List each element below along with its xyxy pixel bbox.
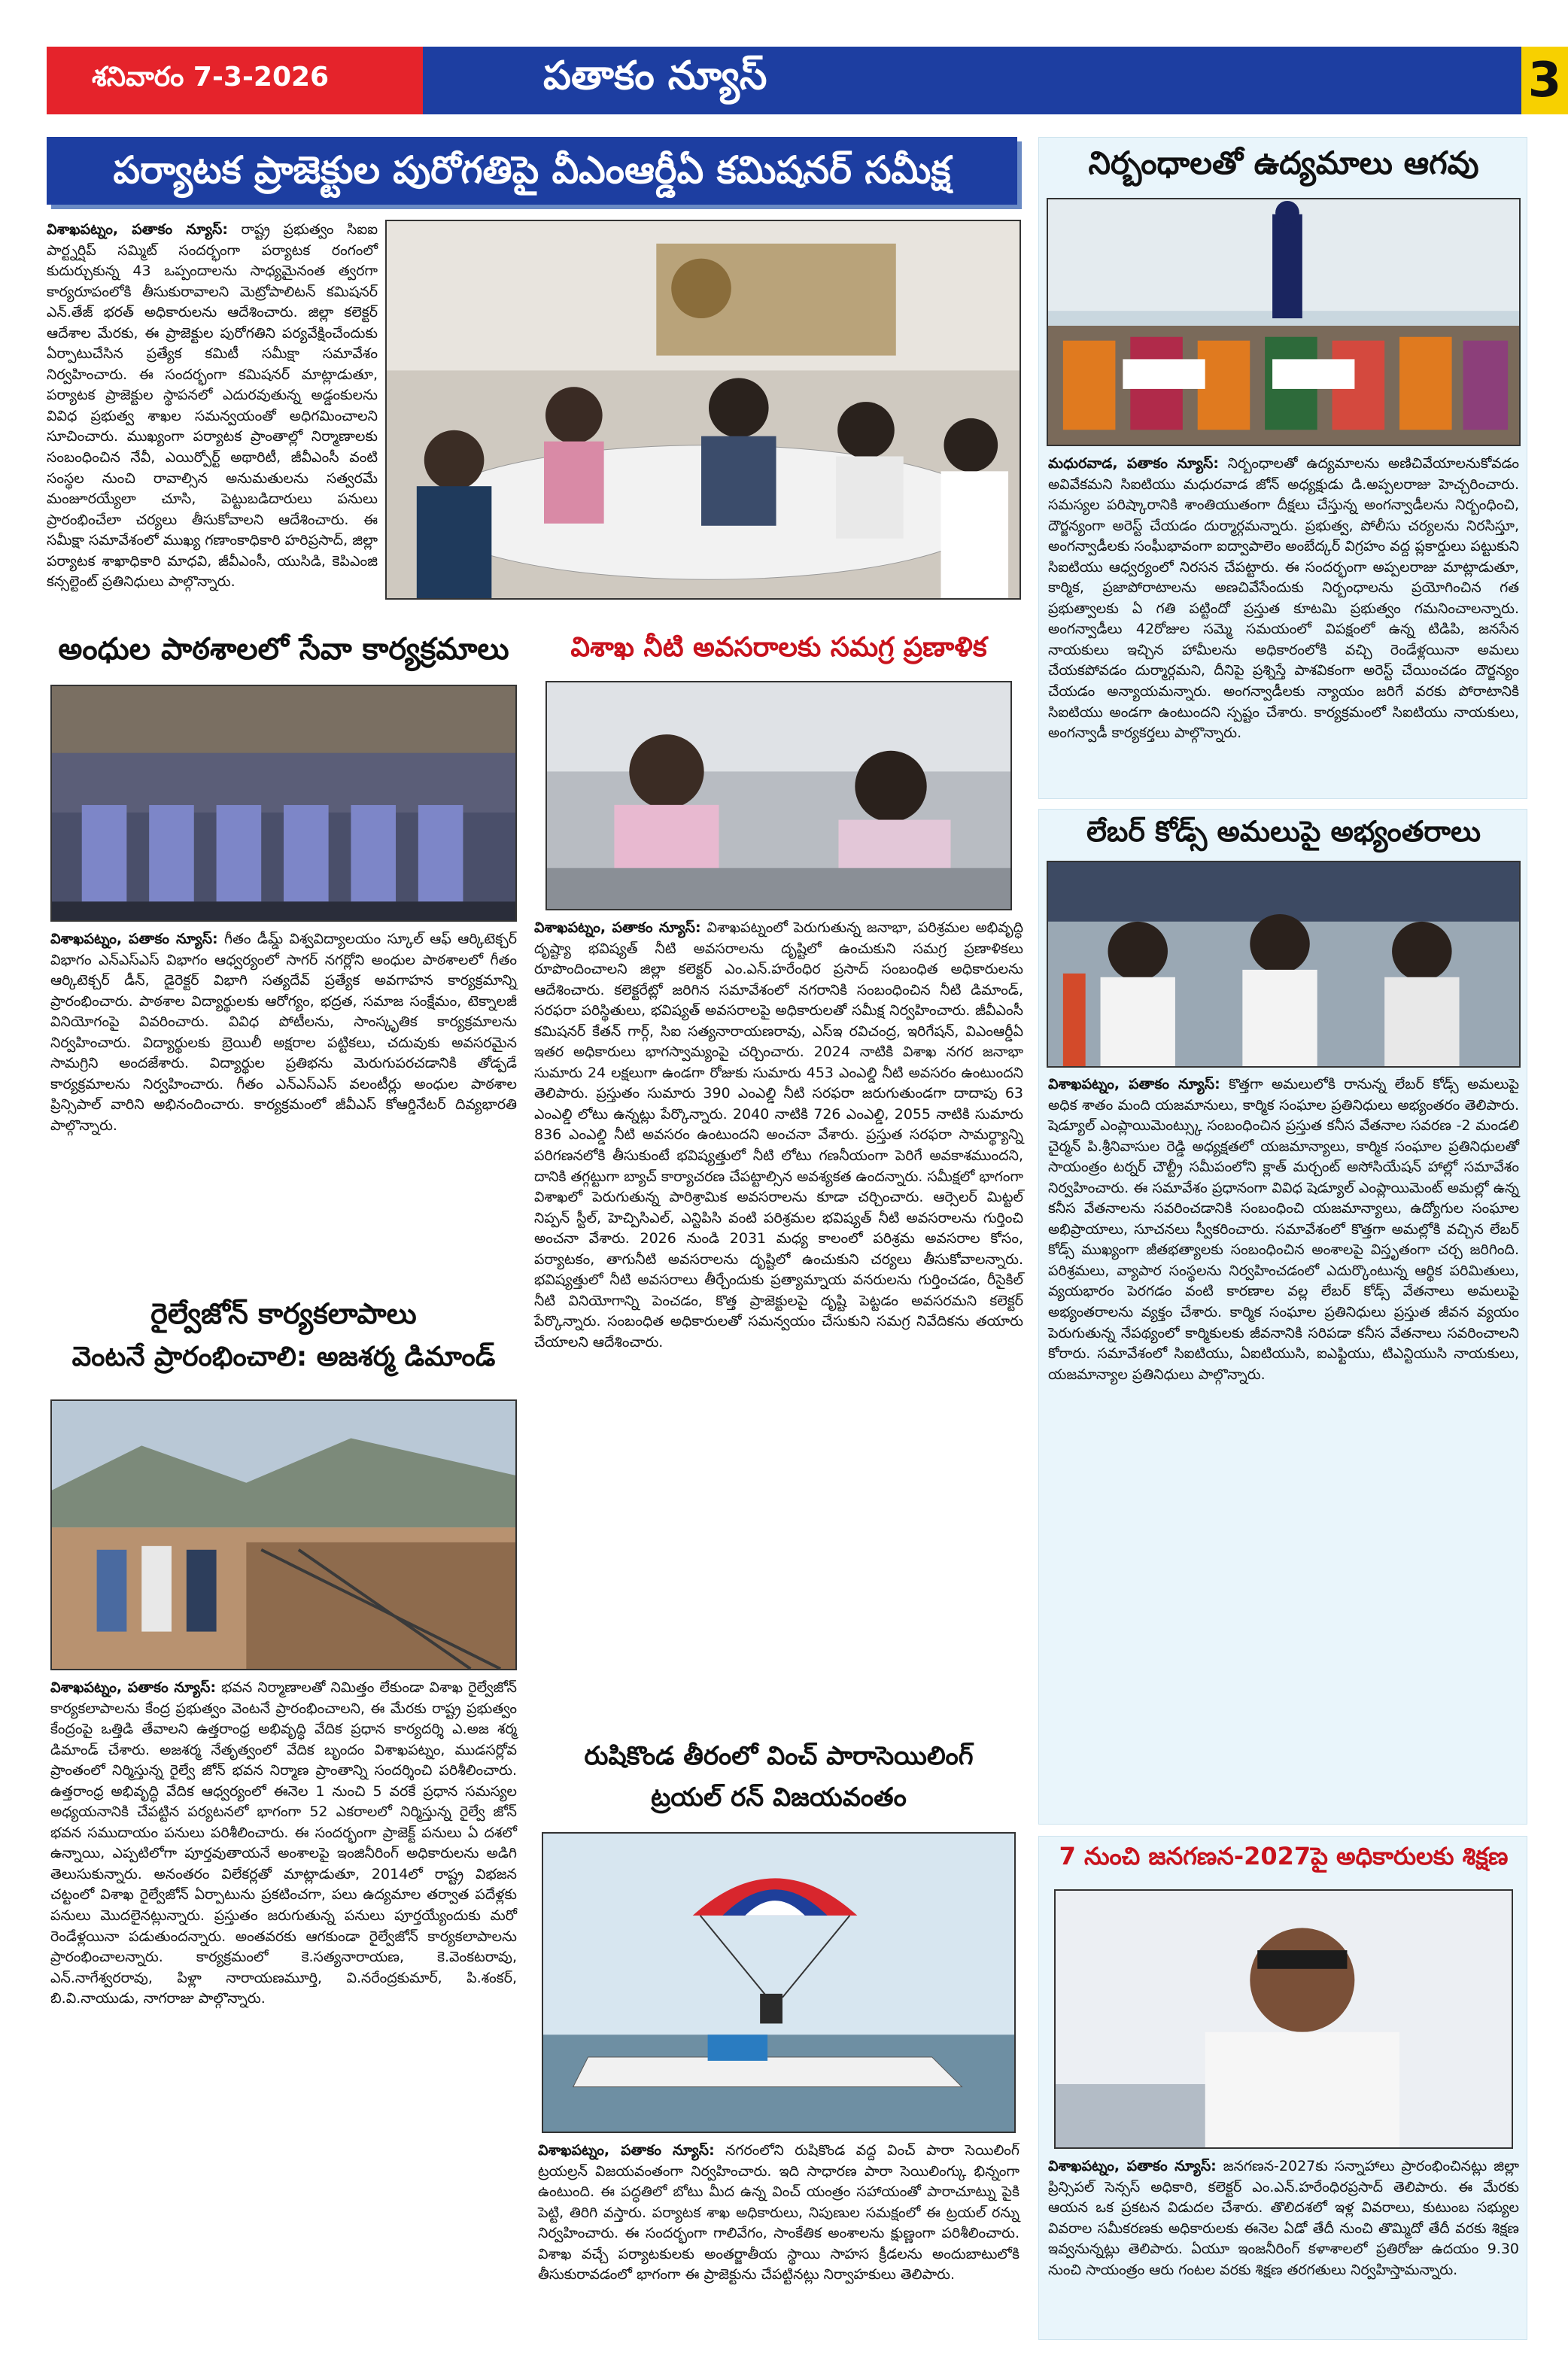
body-blind-school <box>50 929 517 1290</box>
headline-parasailing-line2: ట్రయల్ రన్ విజయవంతం <box>651 1782 907 1813</box>
byline-agitation: మధురవాడ, పతాకం న్యూస్: <box>1048 455 1219 472</box>
text-parasailing: నగరంలోని రుషికొండ వద్ద వించ్ పారా సెయిలింగ్ ట్రయల్రన్ విజయవంతంగా నిర్వహించారు. ఇది సాధారణ పారా సెయిలింగ్కు భిన్నంగా ఉంటుంది. ఈ పద్ధతిలో బోటు మీద ఉన్న వించ్ యంత్రం సహాయంతో పారాచూట్ను పైకి పెట్టి, తిరిగి వస్తారు. పర్యాటక శాఖ అధికారులు, నిపుణుల సమక్షంలో ఈ ట్రయల్ రన్ను నిర్వహించారు. ఈ సందర్భంగా గాలివేగం, సాంకేతిక అంశాలను క్షుణ్ణంగా పరిశీలించారు. విశాఖ వచ్చే పర్యాటకులకు అంతర్జాతీయ స్థాయి సాహస క్రీడలను అందుబాటులోకి తీసుకురావడంలో భాగంగా ఈ ప్రాజెక్టును చేపట్టినట్లు నిర్వాహకులు తెలిపారు. <box>538 2142 1020 2284</box>
photo-tourism-meeting <box>385 220 1021 600</box>
text-labour: కొత్తగా అమలులోకి రానున్న లేబర్ కోడ్స్ అమలుపై అధిక శాతం మంది యజమానులు, కార్మిక సంఘాల ప్రతినిధులు అభ్యంతరం తెలిపారు. షెడ్యూల్ ఎంప్లాయిమెంట్స్కు సంబంధించిన ప్రస్తుత కనీస వేతనాల సవరణ -2 మండలి చైర్మన్ పి.శ్రీనివాసుల రెడ్డి అధ్యక్షతలో యజమాన్యాలు, కార్మిక సంఘాల ప్రతినిధులతో సాయంత్రం టర్నర్ చౌల్ట్రీ సమీపంలోని క్లాత్ మర్చంట్ అసోసియేషన్ హాల్లో సమావేశం నిర్వహించారు. ఈ సమావేశం ప్రధానంగా వివిధ షెడ్యూల్ ఎంప్లాయిమెంట్ అమల్లో ఉన్న కనీస వేతనాలను సవరించడానికి సంబంధించి యజమాన్యాలు, ఉద్యోగుల సంఘాల అభిప్రాయాలు, సూచనలు స్వీకరించారు. సమావేశంలో కొత్తగా అమల్లోకి వచ్చిన లేబర్ కోడ్స్ ముఖ్యంగా జీతభత్యాలకు సంబంధించిన అంశాలపై విస్తృతంగా చర్చ జరిగింది. పరిశ్రమలు, వ్యాపార సంస్థలను నిర్వహించడంలో ఎదుర్కొంటున్న ఆర్థిక పరిమితులు, వ్యయభారం పెరగడం వంటి కారణాల వల్ల లేబర్ కోడ్స్ వేతనాలు అమలుపై అభ్యంతరాలను వ్యక్తం చేశారు. కార్మిక సంఘాల ప్రతినిధులు ప్రస్తుత జీవన వ్యయం పెరుగుతున్న నేపథ్యంలో కార్మికులకు జీవనానికి సరిపడా కనీస వేతనాలు సవరించాలని కోరారు. సమావేశంలో సిఐటియు, ఏఐటియుసి, ఐఎఫ్టియు, టిఎన్టియుసి నాయకులు, యజమాన్యాల ప్రతినిధులు పాల్గొన్నారు. <box>1048 1076 1520 1383</box>
body-water <box>534 918 1023 1727</box>
text-railway: భవన నిర్మాణాలతో నిమిత్తం లేకుండా విశాఖ రైల్వేజోన్ కార్యకలాపాలను కేంద్ర ప్రభుత్వం వెంటనే ప్రారంభించాలని, ఈ మేరకు రాష్ట్ర ప్రభుత్వం కేంద్రంపై ఒత్తిడి తేవాలని ఉత్తరాంధ్ర అభివృద్ధి వేదిక ప్రధాన కార్యదర్శి ఎ.అజ శర్మ డిమాండ్ చేశారు. అజశర్మ నేతృత్వంలో వేదిక బృందం విశాఖపట్నం, ముడసర్లోవ ప్రాంతంలో నిర్మిస్తున్న రైల్వే జోన్ భవన నిర్మాణ ప్రాంతాన్ని సందర్శించి పరిశీలించారు. ఉత్తరాంధ్ర అభివృద్ధి వేదిక ఆధ్వర్యంలో ఈనెల 1 నుంచి 5 వరకే ప్రధాన సమస్యల అధ్యయనానికి చేపట్టిన పర్యటనలో భాగంగా 52 ఎకరాలలో నిర్మిస్తున్న రైల్వే జోన్ భవన సముదాయం పనులు పరిశీలించారు. ఈ సందర్భంగా ప్రాజెక్ట్ పనులు ఏ దశలో ఉన్నాయి, ఎప్పటిలోగా పూర్తవుతాయనే అంశాలపై ఇంజినీరింగ్ అధికారులను అడిగి తెలుసుకున్నారు. అనంతరం విలేకర్లతో మాట్లాడుతూ, 2014లో రాష్ట్ర విభజన చట్టంలో విశాఖ రైల్వేజోన్ ఏర్పాటును ప్రకటించగా, పలు ఉద్యమాల తర్వాత పదేళ్లకు పనులు మొదలైనట్లున్నారు. ప్రస్తుతం జరుగుతున్న పనులు పూర్తయ్యేందుకు మరో రెండేళ్లయినా పడుతుందన్నారు. అంతవరకు ఆగకుండా రైల్వేజోన్ కార్యకలాపాలను ప్రారంభించాలన్నారు. కార్యక్రమంలో కె.సత్యనారాయణ, కె.వెంకటరావు, ఎన్.నాగేశ్వరరావు, పిళ్లా నారాయణమూర్తి, వి.నరేంద్రకుమార్, పి.శంకర్, బి.వి.నాయుడు, నాగరాజు పాల్గొన్నారు. <box>50 1679 518 2007</box>
article-parasailing <box>530 1742 1027 2340</box>
body-census <box>1048 2156 1519 2337</box>
photo-railway-site <box>50 1399 517 1670</box>
article-tourism <box>47 137 1025 603</box>
headline-census: 7 నుంచి జనగణన-2027పై అధికారులకు శిక్షణ <box>1059 1842 1509 1870</box>
photo-blind-school <box>50 685 517 922</box>
text-water: విశాఖపట్నంలో పెరుగుతున్న జనాభా, పరిశ్రమల అభివృద్ధి దృష్ట్యా భవిష్యత్ నీటి అవసరాలను దృష్టిలో ఉంచుకుని సమగ్ర ప్రణాళికలు రూపొందించాలని జిల్లా కలెక్టర్ ఎం.ఎన్.హరేంధిర ప్రసాద్ సంబంధిత అధికారులను ఆదేశించారు. కలెక్టరేట్లో జరిగిన సమావేశంలో నగరానికి సంబంధించిన నీటి డిమాండ్, సరఫరా పరిస్థితులు, భవిష్యత్ అవసరాలపై అధికారులతో సమీక్ష నిర్వహించారు. జీవీఎంసీ కమిషనర్ కేతన్ గార్గ్, సిఐ సత్యనారాయణరావు, ఎస్ఇ రవిచంద్ర, ఇరిగేషన్, విఎంఆర్డీఏ ఇతర అధికారులు భాగస్వామ్యంపై చర్చించారు. 2024 నాటికి విశాఖ నగర జనాభా సుమారు 24 లక్షలుగా ఉండగా రోజుకు సుమారు 453 ఎంఎల్డి నీటి అవసరం ఉంటుందని తెలిపారు. ప్రస్తుతం సుమారు 390 ఎంఎల్డి నీటి సరఫరా జరుగుతుండగా దాదాపు 63 ఎంఎల్డి లోటు ఉన్నట్లు పేర్కొన్నారు. 2040 నాటికి 726 ఎంఎల్డి, 2055 నాటికి సుమారు 836 ఎంఎల్డి నీటి అవసరం ఉంటుందని అంచనా వేశారు. ప్రస్తుత సరఫరా సామర్థ్యాన్ని పరిగణనలోకి తీసుకుంటే భవిష్యత్తులో నీటి లోటు గణనీయంగా పెరిగే అవకాశముందని, దానికి తగ్గట్టుగా బ్యాచ్ కార్యాచరణ చేపట్టాల్సిన అవశ్యకత ఉందన్నారు. సమీక్షలో భాగంగా విశాఖలో పెరుగుతున్న పారిశ్రామిక అవసరాలను కూడా చర్చించారు. ఆర్సెలర్ మిట్టల్ నిప్పన్ స్టీల్, హెచ్పిసిఎల్, ఎన్టిపిసి వంటి పరిశ్రమల భవిష్యత్ నీటి అవసరాలను గుర్తించి అంచనా వేశారు. 2026 నుండి 2031 మధ్య కాలంలో పరిశ్రమ అవసరాల కోసం, పర్యాటకం, తాగునీటి అవసరాలను దృష్టిలో ఉంచుకుని చర్యలు తీసుకోవాలన్నారు. భవిష్యత్తులో నీటి అవసరాలు తీర్చేందుకు ప్రత్యామ్నాయ వనరులను గుర్తించడం, రీసైకిల్ నీటి వినియోగాన్ని పెంచడం, కొత్త ప్రాజెక్టులపై దృష్టి పెట్టడం అవసరమని కలెక్టర్ పేర్కొన్నారు. సంబంధిత అధికారులతో సమన్వయం చేసుకుని సమగ్ర నివేదికను తయారు చేయాలని ఆదేశించారు. <box>534 919 1023 1351</box>
text-tourism: రాష్ట్ర ప్రభుత్వం సిఐఐ పార్ట్నర్షిప్ సమ్మిట్ సందర్భంగా పర్యాటక రంగంలో కుదుర్చుకున్న 43 ఒప్పందాలను సాధ్యమైనంత త్వరగా కార్యరూపంలోకి తీసుకురావాలని మెట్రోపాలిటన్ కమిషనర్ ఎన్.తేజ్ భరత్ అధికారులను ఆదేశించారు. జిల్లా కలెక్టర్ ఆదేశాల మేరకు, ఈ ప్రాజెక్టుల పురోగతిని పర్యవేక్షించేందుకు ఏర్పాటుచేసిన ప్రత్యేక కమిటీ సమీక్షా సమావేశం నిర్వహించారు. ఈ సందర్భంగా కమిషనర్ మాట్లాడుతూ, పర్యాటక ప్రాజెక్టుల స్థాపనలో ఎదురవుతున్న అడ్డంకులను వివిధ ప్రభుత్వ శాఖల సమన్వయంతో అధిగమించాలని సూచించారు. ముఖ్యంగా పర్యాటక ప్రాంతాల్లో నిర్మాణాలకు సంబంధించిన నేవీ, ఎయిర్పోర్ట్ అథారిటీ, జీవీఎంసీ వంటి సంస్థల నుంచి రావాల్సిన అనుమతులను సత్వరమే మంజూరయ్యేలా చూసి, పెట్టుబడిదారులు పనులు ప్రారంభించేలా చర్యలు తీసుకోవాలని ఆదేశించారు. ఈ సమీక్షా సమావేశంలో ముఖ్య గణాంకాధికారి హరిప్రసాద్, జిల్లా పర్యాటక శాఖాధికారి మాధవి, జీవీఎంసీ, యుసిడి, కెపిఎంజి కన్సల్టెంట్ ప్రతినిధులు పాల్గొన్నారు. <box>47 221 378 591</box>
byline-census: విశాఖపట్నం, పతాకం న్యూస్: <box>1048 2158 1217 2174</box>
byline-labour: విశాఖపట్నం, పతాకం న్యూస్: <box>1048 1076 1220 1092</box>
masthead <box>47 47 1562 114</box>
headline-tourism: పర్యాటక ప్రాజెక్టుల పురోగతిపై వీఎంఆర్డీఏ కమిషనర్ సమీక్ష <box>47 137 1017 205</box>
article-blind-school <box>47 624 521 1294</box>
byline-water: విశాఖపట్నం, పతాకం న్యూస్: <box>534 919 701 936</box>
photo-labour-meeting <box>1047 861 1521 1068</box>
text-agitation: నిర్బంధాలతో ఉద్యమాలను అణిచివేయాలనుకోవడం అవివేకమని సిఐటియు మధురవాడ జోన్ అధ్యక్షుడు డి.అప్పలరాజు హెచ్చరించారు. సమస్యల పరిష్కారానికి శాంతియుతంగా దీక్షలు చేస్తున్న అంగన్వాడీలను నిర్బంధించి, దౌర్జన్యంగా అరెస్ట్ చేయడం దుర్మార్గమన్నారు. ప్రభుత్వ, పోలీసు చర్యలను నిరసిస్తూ, అంగన్వాడీలకు సంఘీభావంగా ఐద్వాపాలెం అంబేద్కర్ విగ్రహం వద్ద ప్లకార్డులు పట్టుకుని సిఐటియు ఆధ్వర్యంలో నిరసన చేపట్టారు. ఈ సందర్భంగా అప్పలరాజు మాట్లాడుతూ, కార్మిక, ప్రజాపోరాటాలను అణచివేసేందుకు నిర్బంధాలను ప్రయోగించిన గత ప్రభుత్వాలకు ఏ గతి పట్టిందో ప్రస్తుత కూటమి ప్రభుత్వం గమనించాలన్నారు. అంగన్వాడీలు 42రోజుల సమ్మె సమయంలో విపక్షంలో ఉన్న టిడిపి, జనసేన నాయకులు ఇచ్చిన హామీలను అధికారంలోకి వచ్చి రెండేళ్లయినా అమలు చేయకపోవడం దుర్మార్గమని, దీనిపై ప్రశ్నిస్తే పాశవికంగా అరెస్ట్ చేయించడం దౌర్జన్యం చేయడం అన్యాయమన్నారు. అంగన్వాడీలకు న్యాయం జరిగే వరకు పోరాటానికి సిఐటియు అండగా ఉంటుందని స్పష్టం చేశారు. కార్యక్రమంలో సిఐటియు నాయకులు, అంగన్వాడీ కార్యకర్తలు పాల్గొన్నారు. <box>1048 455 1519 742</box>
masthead-date: శనివారం 7-3-2026 <box>47 47 423 114</box>
body-railway <box>50 1678 517 2336</box>
text-blind-school: గీతం డీమ్డ్ విశ్వవిద్యాలయం స్కూల్ ఆఫ్ ఆర్కిటెక్చర్ విభాగం ఎన్ఎస్ఎస్ విభాగం ఆధ్వర్యంలో సాగర్ నగర్లోని అంధుల పాఠశాలలో గీతం ఆర్కిటెక్చర్ డీన్, డైరెక్టర్ విభాగి సత్యదేవ్ ప్రత్యేక అవగాహన కార్యక్రమాన్ని ప్రారంభించారు. పాఠశాల విద్యార్థులకు ఆరోగ్యం, భద్రత, సమాజ సంక్షేమం, టెక్నాలజీ వినియోగంపై వివరించారు. వివిధ పోటీలను, సాంస్కృతిక కార్యక్రమాలను నిర్వహించారు. విద్యార్థులకు బ్రెయిలీ అక్షరాల పట్టికలు, చదువుకు అవసరమైన సామగ్రిని అందజేశారు. విద్యార్థుల ప్రతిభను మెరుగుపరచడానికి తోడ్పడే కార్యక్రమాలను నిర్వహించారు. గీతం ఎన్ఎస్ఎస్ వలంటీర్లు అంధుల పాఠశాల ప్రిన్సిపాల్ వారిని అభినందించారు. కార్యక్రమంలో జీవీఎస్ కోఆర్డినేటర్ దివ్యభారతి పాల్గొన్నారు. <box>50 931 518 1134</box>
byline-railway: విశాఖపట్నం, పతాకం న్యూస్: <box>50 1679 217 1696</box>
article-census <box>1038 1836 1527 2340</box>
headline-railway-line1: రైల్వేజోన్ కార్యకలాపాలు <box>150 1297 417 1330</box>
masthead-title: పతాకం న్యూస్ <box>423 47 1521 114</box>
article-water <box>530 624 1027 1731</box>
photo-parasailing <box>542 1832 1016 2133</box>
body-labour <box>1048 1074 1519 1819</box>
headline-blind-school: అంధుల పాఠశాలలో సేవా కార్యక్రమాలు <box>58 632 509 667</box>
headline-parasailing-line1: రుషికొండ తీరంలో వించ్ పారాసెయిలింగ్ <box>584 1741 974 1771</box>
headline-labour: లేబర్ కోడ్స్ అమలుపై అభ్యంతరాలు <box>1086 815 1481 848</box>
byline-parasailing: విశాఖపట్నం, పతాకం న్యూస్: <box>538 2142 715 2159</box>
body-agitation <box>1048 454 1519 796</box>
byline-blind-school: విశాఖపట్నం, పతాకం న్యూస్: <box>50 931 218 947</box>
text-census: జనగణన-2027కు సన్నాహాలు ప్రారంభించినట్లు జిల్లా ప్రిన్సిపల్ సెన్సస్ అధికారి, కలెక్టర్ ఎం.ఎన్.హరేంధిరప్రసాద్ తెలిపారు. ఈ మేరకు ఆయన ఒక ప్రకటన విడుదల చేశారు. తొలిదశలో ఇళ్ల వివరాలు, కుటుంబ సభ్యుల వివరాల సమీకరణకు అధికారులకు ఈనెల ఏడో తేదీ నుంచి తొమ్మిదో తేదీ వరకు శిక్షణ ఇవ్వనున్నట్లు తెలిపారు. ఏయూ ఇంజనీరింగ్ కళాశాలలో ప్రతిరోజు ఉదయం 9.30 నుంచి సాయంత్రం ఆరు గంటల వరకు శిక్షణ తరగతులు నిర్వహిస్తామన్నారు. <box>1048 2158 1519 2278</box>
photo-water-meeting <box>545 681 1012 910</box>
article-agitation <box>1038 137 1527 799</box>
article-labour <box>1038 809 1527 1825</box>
page-number: 3 <box>1521 47 1568 114</box>
headline-water: విశాఖ నీటి అవసరాలకు సమగ్ర ప్రణాళిక <box>570 632 987 663</box>
headline-railway-line2: వెంటనే ప్రారంభించాలి: అజశర్మ డిమాండ్ <box>71 1342 496 1372</box>
photo-census-collector <box>1054 1889 1513 2149</box>
body-parasailing <box>538 2141 1020 2336</box>
headline-agitation: నిర్బంధాలతో ఉద్యమాలు ఆగవు <box>1088 144 1479 181</box>
byline-tourism: విశాఖపట్నం, పతాకం న్యూస్: <box>47 221 228 238</box>
photo-agitation-protest <box>1047 198 1521 446</box>
body-tourism <box>47 220 378 600</box>
article-railway <box>47 1298 521 2340</box>
